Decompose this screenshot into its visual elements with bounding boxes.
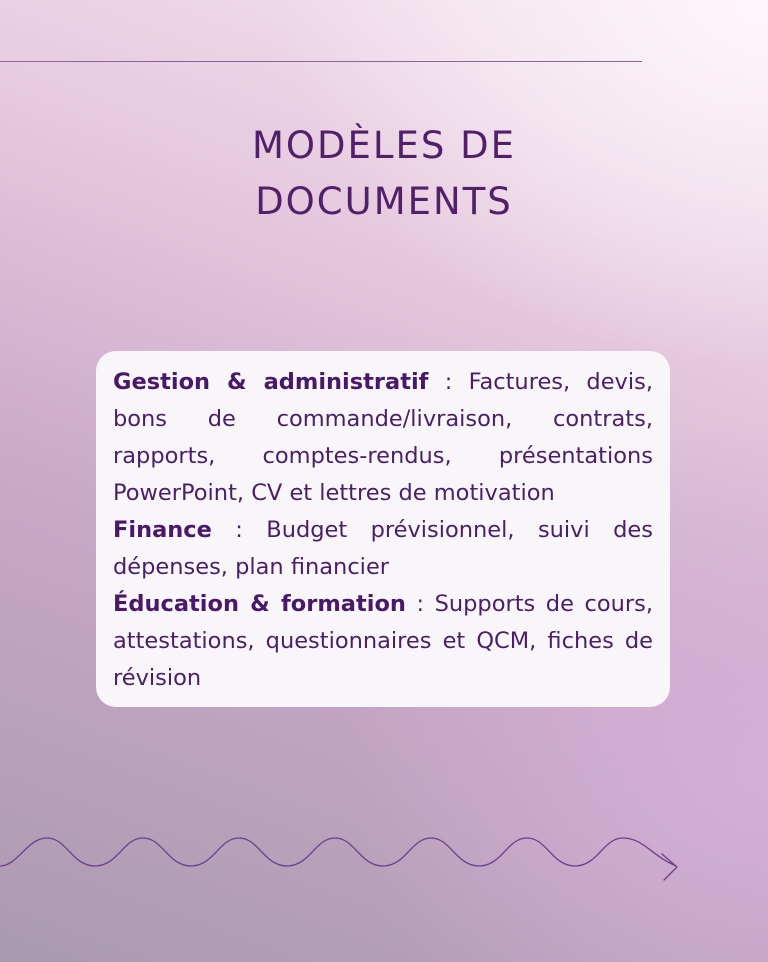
title-line-2: DOCUMENTS bbox=[255, 180, 513, 223]
section-separator: : bbox=[211, 517, 267, 543]
section-heading: Finance bbox=[113, 517, 212, 543]
section-text: Supports de cours, attestations, questionnaires et QCM, fiches de révision bbox=[113, 591, 653, 691]
section-heading: Éducation & formation bbox=[113, 591, 406, 617]
section-text: Factures, devis, bons de commande/livraison, contrats, rapports, comptes-rendus, présentations PowerPoint, CV et lettres de motivation bbox=[113, 369, 654, 506]
section-text: Budget prévisionnel, suivi des dépenses, plan financier bbox=[113, 517, 653, 580]
section-gestion bbox=[113, 364, 653, 512]
content-card bbox=[96, 351, 670, 707]
top-divider-line bbox=[0, 61, 642, 62]
section-education bbox=[113, 586, 653, 697]
title-line-1: MODÈLES DE bbox=[251, 124, 517, 167]
section-separator: : bbox=[428, 369, 469, 395]
section-finance bbox=[113, 512, 653, 586]
page-title bbox=[0, 118, 768, 230]
section-heading: Gestion & administratif bbox=[113, 369, 429, 395]
wavy-arrow-icon bbox=[0, 828, 690, 888]
section-separator: : bbox=[405, 591, 435, 617]
